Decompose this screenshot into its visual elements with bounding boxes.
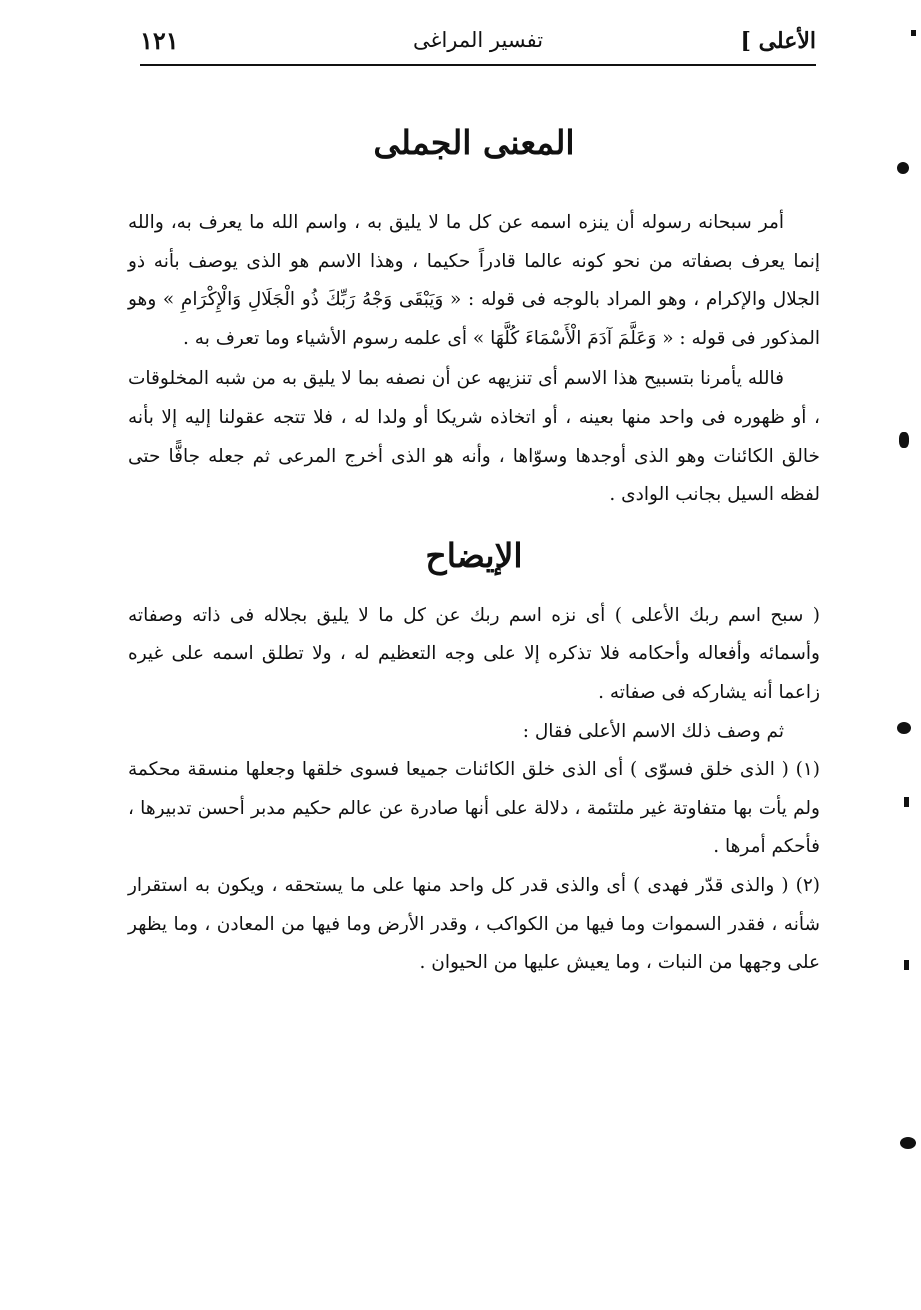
edge-mark — [897, 722, 911, 734]
edge-mark — [911, 30, 916, 36]
page-number: ١٢١ — [140, 26, 179, 55]
explanation-paragraph-4: (٢) ( والذى قدّر فهدى ) أى والذى قدر كل واحد منها على ما يستحقه ، ويكون به استقرار شأنه ، فقدر السموات وما فيها من الكواكب ، وقدر الأرض وما فيها من المعادن ، وما يظهر على وجهها من النبات ، وما يعيش عليها من الحيوان . — [128, 874, 820, 974]
edge-mark — [900, 1137, 916, 1149]
section-heading-explanation: الإيضاح — [425, 535, 523, 575]
edge-mark — [904, 797, 909, 807]
explanation-paragraph-3: (١) ( الذى خلق فسوّى ) أى الذى خلق الكائنات جميعا فسوى خلقها وجعلها منسقة محكمة ولم يأت بها متفاوتة غير ملتئمة ، دلالة على أنها صادرة عن عالم حكيم مدبر أحسن تدبيرها ، فأحكم أمرها . — [128, 759, 820, 858]
edge-mark — [899, 432, 909, 448]
surah-name: الأعلى ] — [740, 28, 816, 54]
edge-mark — [904, 960, 909, 970]
summary-paragraph-2: فالله يأمرنا بتسبيح هذا الاسم أى تنزيهه عن أن نصفه بما لا يليق به من شبه المخلوقات ، أو ظهوره فى واحد منها بعينه ، أو اتخاذه شريكا أو ولدا له ، فلا تتجه عقولنا إليه إلا بأنه خالق الكائنات وهو الذى أوجدها وسوّاها ، وأنه هو الذى أخرج المرعى ثم جعله جافًّا حتى لفظه السيل بجانب الوادى . — [128, 368, 820, 506]
edge-mark — [897, 162, 909, 174]
running-header — [140, 22, 816, 62]
explanation-paragraph-2: ثم وصف ذلك الاسم الأعلى فقال : — [522, 720, 784, 742]
book-title: تفسير المراغى — [412, 28, 544, 52]
explanation-paragraph-1: ( سبح اسم ربك الأعلى ) أى نزه اسم ربك عن كل ما لا يليق بجلاله فى ذاته وصفاته وأسمائه وأفعاله وأحكامه فلا تذكره إلا على وجه التعظيم له ، ولا تطلق اسمه على غيره زاعما أنه يشاركه فى صفاته . — [128, 604, 820, 703]
summary-paragraph-1: أمر سبحانه رسوله أن ينزه اسمه عن كل ما لا يليق به ، واسم الله ما يعرف به، والله إنما يعرف بصفاته من نحو كونه عالما قادراً حكيما ، وهذا الاسم هو الذى يوصف بأنه ذو الجلال والإكرام ، وهو المراد بالوجه فى قوله : « وَيَبْقَى وَجْهُ رَبِّكَ ذُو الْجَلَالِ وَالْإِكْرَامِ » وهو المذكور فى قوله : « وَعَلَّمَ آدَمَ الْأَسْمَاءَ كُلَّهَا » أى علمه رسوم الأشياء وما تعرف به . — [128, 212, 820, 349]
section-heading-summary: المعنى الجملى — [373, 123, 575, 162]
header-rule — [140, 64, 816, 66]
page-body — [128, 108, 820, 983]
